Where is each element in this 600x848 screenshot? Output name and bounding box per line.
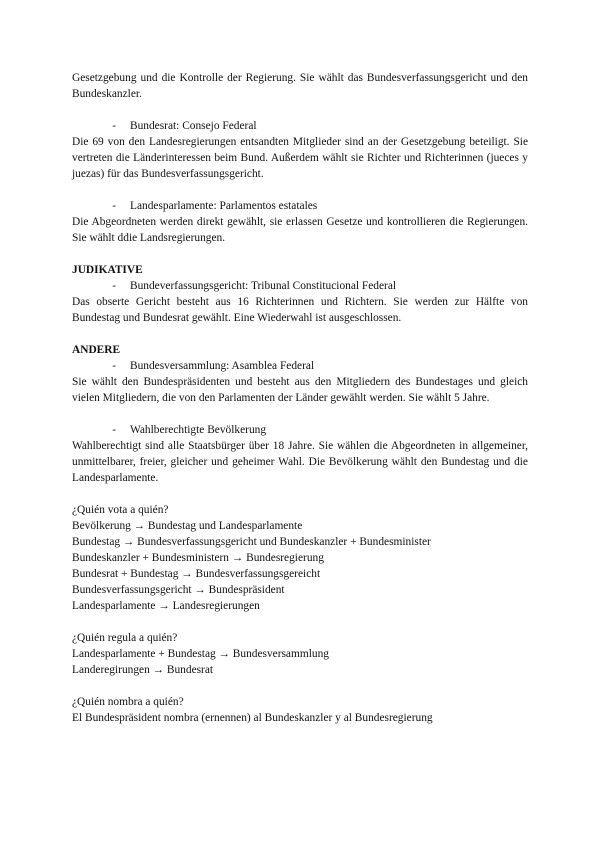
bundesversammlung-title: Bundesversammlung: Asamblea Federal	[130, 360, 315, 372]
vota-line: Bevölkerung → Bundestag und Landesparlamente	[72, 520, 303, 532]
bevoelkerung-text: Wahlberechtigt sind alle Staatsbürger über 18 Jahre. Sie wählen die Abgeordneten in allgemeiner, unmittelbarer, freier, gleicher und geheimer Wahl. Die Bevölkerung wählt den Bundestag und die Landesparlamente.	[72, 440, 528, 484]
spacer	[72, 246, 528, 262]
spacer	[72, 102, 528, 118]
vota-line: Bundestag → Bundesverfassungsgericht und Bundeskanzler + Bundesminister	[72, 536, 431, 548]
vota-question: ¿Quién vota a quién?	[72, 504, 169, 516]
bullet-dash: -	[112, 360, 116, 372]
vota-line: Bundeskanzler + Bundesministern → Bundesregierung	[72, 552, 324, 564]
bundesrat-title: Bundesrat: Consejo Federal	[130, 120, 257, 132]
bevoelkerung-bullet	[72, 422, 528, 438]
bullet-dash: -	[112, 280, 116, 292]
spacer	[72, 614, 528, 630]
spacer	[72, 326, 528, 342]
vota-line: Bundesverfassungsgericht → Bundespräsident	[72, 584, 285, 596]
bundesrat-text: Die 69 von den Landesregierungen entsandten Mitglieder sind an der Gesetzgebung beteiligt. Sie vertreten die Länderinteressen beim Bund. Außerdem wählt sie Richter und Richterinnen (jueces y juezas) für das Bundesverfassungsgericht.	[72, 136, 528, 180]
spacer	[72, 486, 528, 502]
bullet-dash: -	[112, 200, 116, 212]
landesparlamente-text: Die Abgeordneten werden direkt gewählt, sie erlassen Gesetze und kontrollieren die Regierungen. Sie wählt ddie Landsregierungen.	[72, 216, 528, 244]
nombra-line: El Bundespräsident nombra (ernennen) al Bundeskanzler y al Bundesregierung	[72, 712, 433, 724]
verfassungsgericht-text: Das obserte Gericht besteht aus 16 Richterinnen und Richtern. Sie werden zur Hälfte von Bundestag und Bundesrat gewählt. Eine Wiederwahl ist ausgeschlossen.	[72, 296, 528, 324]
andere-heading: ANDERE	[72, 344, 121, 356]
bevoelkerung-title: Wahlberechtigte Bevölkerung	[130, 424, 267, 436]
nombra-question: ¿Quién nombra a quién?	[72, 696, 184, 708]
intro-paragraph: Gesetzgebung und die Kontrolle der Regierung. Sie wählt das Bundesverfassungsgericht und den Bundeskanzler.	[72, 72, 528, 100]
judikative-heading: JUDIKATIVE	[72, 264, 143, 276]
document-page	[72, 70, 528, 726]
spacer	[72, 182, 528, 198]
regula-line: Landeregirungen → Bundesrat	[72, 664, 214, 676]
bullet-dash: -	[112, 424, 116, 436]
verfassungsgericht-title: Bundeverfassungsgericht: Tribunal Constitucional Federal	[130, 280, 397, 292]
vota-line: Landesparlamente → Landesregierungen	[72, 600, 260, 612]
bundesversammlung-text: Sie wählt den Bundespräsidenten und besteht aus den Mitgliedern des Bundestages und gleich vielen Mitgliedern, die von den Parlamenten der Länder gewählt werden. Sie wählt 5 Jahre.	[72, 376, 528, 404]
spacer	[72, 678, 528, 694]
bundesversammlung-bullet	[72, 358, 528, 374]
regula-question: ¿Quién regula a quién?	[72, 632, 178, 644]
bullet-dash: -	[112, 120, 116, 132]
landesparlamente-title: Landesparlamente: Parlamentos estatales	[130, 200, 318, 212]
landesparlamente-bullet	[72, 198, 528, 214]
bundesrat-bullet	[72, 118, 528, 134]
regula-line: Landesparlamente + Bundestag → Bundesversammlung	[72, 648, 329, 660]
spacer	[72, 406, 528, 422]
verfassungsgericht-bullet	[72, 278, 528, 294]
vota-line: Bundesrat + Bundestag → Bundesverfassungsgereicht	[72, 568, 321, 580]
